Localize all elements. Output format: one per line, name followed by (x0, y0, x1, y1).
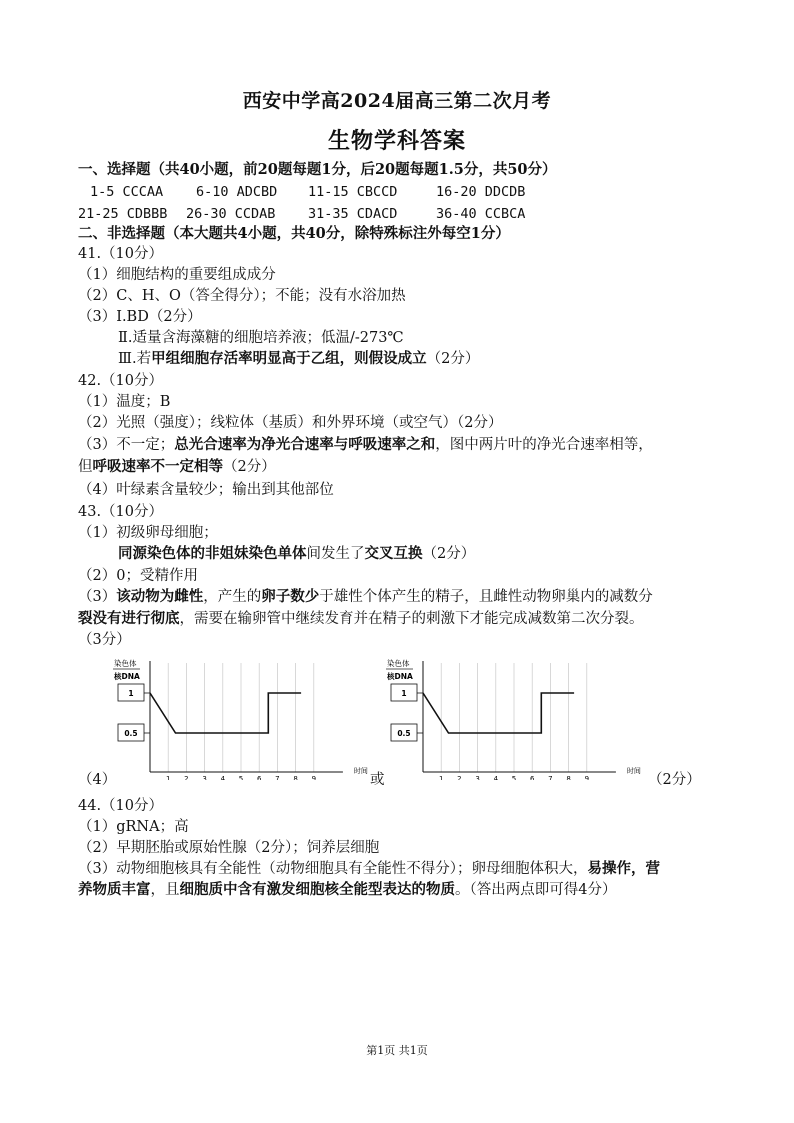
q43-answer-4-score: （2分） (648, 772, 701, 788)
x-tick-label: 8 (293, 775, 298, 780)
x-tick-label: 1 (165, 775, 171, 780)
chart-left (110, 655, 370, 780)
q43-heading: 43.（10分） (78, 504, 164, 520)
answer-group: 16-20 DDCDB (436, 184, 526, 200)
y-tick-label: 0.5 (124, 729, 138, 738)
x-tick-label: 2 (457, 775, 462, 780)
answer-group: 36-40 CCBCA (436, 206, 526, 222)
chart-right (383, 655, 643, 780)
q42-answer-4: （4）叶绿素含量较少；输出到其他部位 (78, 482, 334, 498)
q41-answer-3-iii: Ⅲ.若甲组细胞存活率明显高于乙组，则假设成立（2分） (118, 350, 480, 367)
q43-answer-1-cont: 同源染色体的非姐妹染色单体间发生了交叉互换（2分） (118, 545, 476, 562)
q44-answer-3: （3）动物细胞核具有全能性（动物细胞具有全能性不得分）；卵母细胞体积大，易操作，营 (78, 860, 660, 877)
q43-answer-3-score: （3分） (78, 632, 131, 648)
x-tick-label: 6 (529, 775, 535, 780)
x-tick-label: 7 (548, 775, 553, 780)
q43-answer-3-cont: 裂没有进行彻底，需要在输卵管中继续发育并在精子的刺激下才能完成减数第二次分裂。 (78, 610, 644, 627)
q44-answer-2: （2）早期胚胎或原始性腺（2分）；饲养层细胞 (78, 840, 380, 856)
answer-group: 31-35 CDACD (308, 206, 398, 222)
q43-answer-2: （2）0；受精作用 (78, 568, 198, 584)
x-tick-label: 4 (220, 775, 226, 780)
answer-group: 11-15 CBCCD (308, 184, 398, 200)
q42-answer-2: （2）光照（强度）；线粒体（基质）和外界环境（或空气）（2分） (78, 415, 503, 431)
q42-answer-3-cont: 但呼吸速率不一定相等（2分） (78, 458, 276, 475)
q41-answer-1: （1）细胞结构的重要组成成分 (78, 267, 276, 283)
q43-answer-3: （3）该动物为雌性，产生的卵子数少于雄性个体产生的精子，且雌性动物卵巢内的减数分 (78, 588, 653, 605)
q43-answer-1: （1）初级卵母细胞； (78, 525, 218, 541)
q43-answer-4: （4） (78, 772, 117, 788)
answer-group: 26-30 CCDAB (186, 206, 276, 222)
x-axis-label: 时间 (353, 767, 368, 775)
q42-answer-1: （1）温度；B (78, 394, 171, 410)
section1-heading: 一、选择题（共40小题，前20题每题1分，后20题每题1.5分，共50分） (78, 161, 557, 178)
x-tick-label: 3 (202, 775, 207, 780)
or-text: 或 (370, 772, 385, 788)
q42-answer-3: （3）不一定；总光合速率为净光合速率与呼吸速率之和，图中两片叶的净光合速率相等， (78, 436, 653, 453)
q41-answer-2: （2）C、H、O（答全得分）；不能；没有水浴加热 (78, 288, 406, 304)
x-tick-label: 5 (238, 775, 244, 780)
answer-group: 1-5 CCCAA (90, 184, 164, 200)
q44-answer-1: （1）gRNA；高 (78, 819, 189, 835)
x-tick-label: 5 (511, 775, 517, 780)
y-axis-label-bottom: 核DNA (387, 672, 413, 681)
x-tick-label: 6 (256, 775, 262, 780)
q41-heading: 41.（10分） (78, 246, 164, 262)
answer-key-title: 生物学科答案 (327, 128, 466, 154)
answer-group: 21-25 CDBBB (78, 206, 168, 222)
q41-answer-3-ii: Ⅱ.适量含海藻糖的细胞培养液；低温/-273℃ (118, 330, 404, 346)
y-axis-label-top: 染色体 (114, 659, 137, 668)
page-footer: 第1页 共1页 (366, 1044, 428, 1057)
data-series-line (423, 693, 574, 733)
x-tick-label: 3 (475, 775, 480, 780)
section2-heading: 二、非选择题（本大题共4小题，共40分，除特殊标注外每空1分） (78, 225, 510, 242)
data-series-line (150, 693, 301, 733)
x-tick-label: 9 (311, 775, 317, 780)
x-tick-label: 7 (275, 775, 280, 780)
x-tick-label: 9 (584, 775, 590, 780)
x-axis-label: 时间 (626, 767, 641, 775)
x-tick-label: 2 (184, 775, 189, 780)
y-tick-label: 0.5 (397, 729, 411, 738)
q44-heading: 44.（10分） (78, 798, 164, 814)
q42-heading: 42.（10分） (78, 373, 164, 389)
x-tick-label: 8 (566, 775, 571, 780)
exam-title: 西安中学高2024届高三第二次月考 (242, 90, 552, 112)
q41-answer-3: （3）Ⅰ.BD（2分） (78, 309, 202, 325)
x-tick-label: 4 (493, 775, 499, 780)
x-tick-label: 1 (438, 775, 444, 780)
y-axis-label-top: 染色体 (387, 659, 410, 668)
answer-group: 6-10 ADCBD (196, 184, 278, 200)
y-axis-label-bottom: 核DNA (114, 672, 140, 681)
q44-answer-3-cont: 养物质丰富，且细胞质中含有激发细胞核全能型表达的物质。（答出两点即可得4分） (78, 881, 617, 898)
y-tick-label: 1 (128, 689, 134, 698)
y-tick-label: 1 (401, 689, 407, 698)
